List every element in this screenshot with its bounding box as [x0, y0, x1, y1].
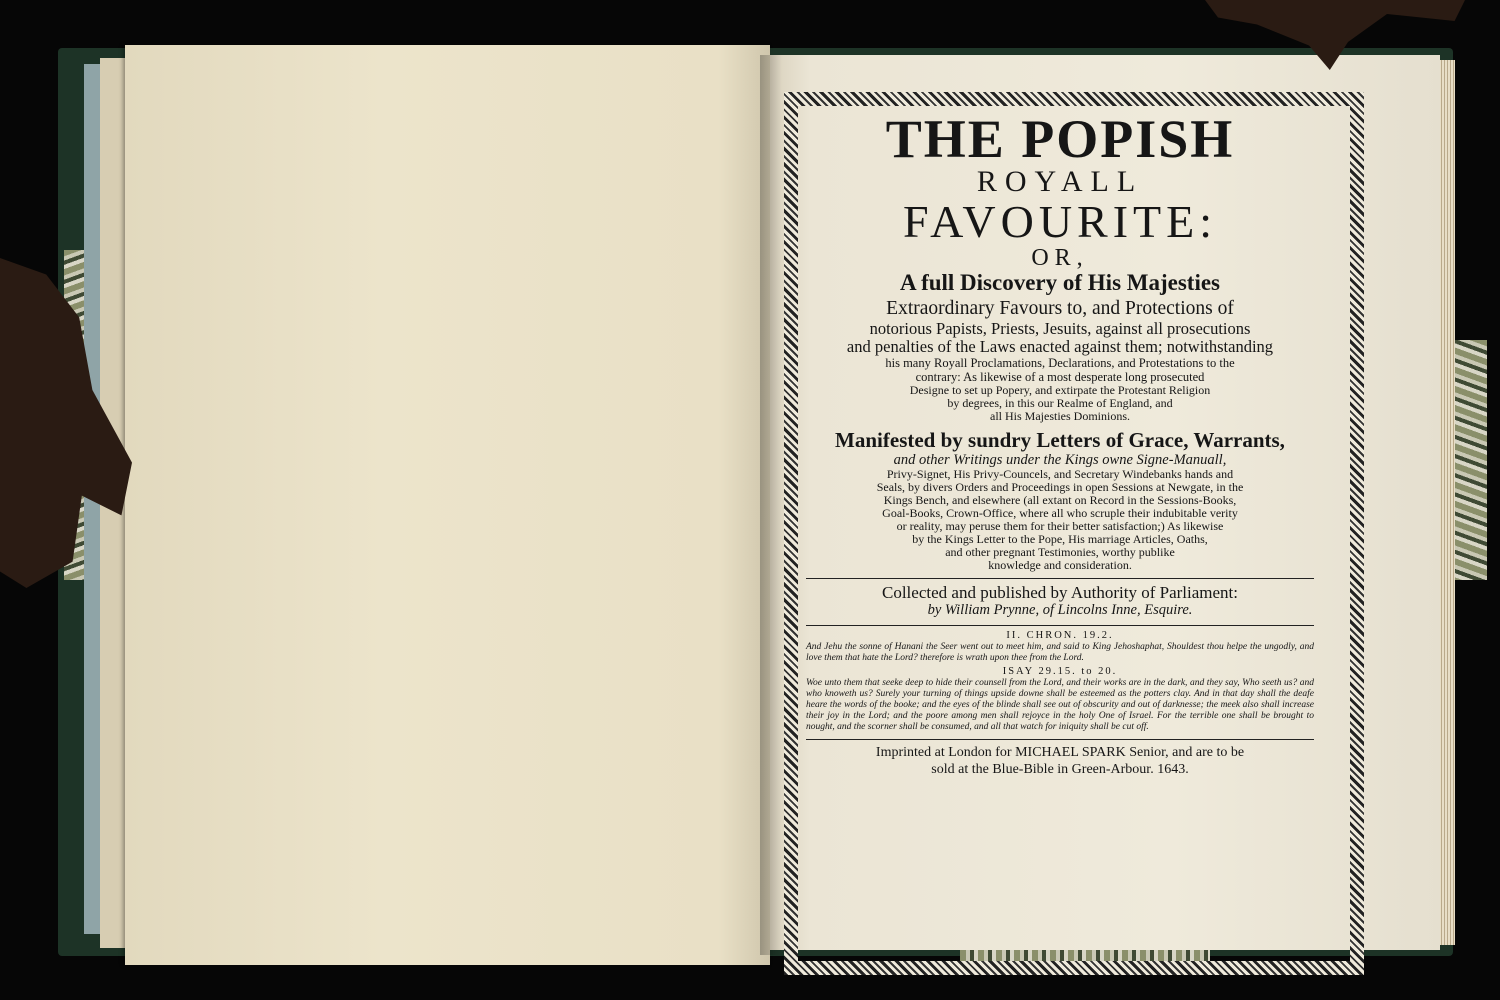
manifested-line: and other Writings under the Kings owne Signe-Manuall,	[893, 452, 1227, 468]
blank-left-page	[125, 45, 770, 965]
description-line: Designe to set up Popery, and extirpate the Protestant Religion	[909, 383, 1211, 397]
description-line: contrary: As likewise of a most desperate long prosecuted	[915, 370, 1205, 384]
marbled-endpaper-right	[1455, 340, 1487, 580]
title-line-3: FAVOURITE:	[902, 196, 1218, 247]
title-page	[776, 92, 1336, 950]
manifested-line: Privy-Signet, His Privy-Councels, and Secretary Windebanks hands and	[886, 467, 1234, 481]
collected-by: Collected and published by Authority of Parliament:	[882, 583, 1238, 602]
description-line: by degrees, in this our Realme of England, and	[947, 396, 1173, 410]
manifested-line: knowledge and consideration.	[988, 558, 1132, 572]
scripture-quote: Woe unto them that seeke deep to hide their counsell from the Lord, and their works are in the dark, and they say, Who seeth us? and who knoweth us? Surely your turning of things upside downe shall be esteemed as the potters clay. And in that day shall the deafe heare the words of the booke; and the eyes of the blinde shall see out of obscurity and out of darknesse; the meek also shall increase their joy in the Lord; and the poore among men shall rejoyce in the holy One of Israel. For the terrible one shall be brought to nought, and the scorner shall be consumed, and all that watch for iniquity shall be cut off.	[806, 678, 1314, 732]
subtitle: A full Discovery of His Majesties	[899, 270, 1221, 295]
divider-rule	[806, 739, 1314, 740]
title-line-2: ROYALL	[976, 165, 1144, 198]
divider-rule	[806, 625, 1314, 626]
manifested-line: Seals, by divers Orders and Proceedings in open Sessions at Newgate, in the	[876, 480, 1244, 494]
description-line: Extraordinary Favours to, and Protections of	[886, 298, 1234, 319]
scripture-reference: II. CHRON. 19.2.	[1006, 630, 1114, 641]
title-line-1: THE POPISH	[885, 109, 1235, 169]
manifested-line: Kings Bench, and elsewhere (all extant on Record in the Sessions-Books,	[883, 493, 1237, 507]
divider-rule	[806, 578, 1314, 579]
imprint-line: Imprinted at London for MICHAEL SPARK Senior, and are to be	[875, 745, 1245, 760]
manifested-line: and other pregnant Testimonies, worthy publike	[945, 545, 1175, 559]
manifested-line: by the Kings Letter to the Pope, His marriage Articles, Oaths,	[912, 532, 1208, 546]
title-page-text	[806, 110, 1314, 778]
manifested-line: Goal-Books, Crown-Office, where all who scruple their indubitable verity	[882, 506, 1238, 520]
imprint-line: sold at the Blue-Bible in Green-Arbour. 1643.	[931, 762, 1189, 777]
description-line: all His Majesties Dominions.	[990, 409, 1130, 423]
manifested-line: or reality, may peruse them for their better satisfaction;) As likewise	[896, 519, 1224, 533]
title-line-4: OR,	[1031, 245, 1089, 271]
author-line: by William Prynne, of Lincolns Inne, Esquire.	[927, 602, 1193, 618]
scripture-quote: And Jehu the sonne of Hanani the Seer went out to meet him, and said to King Jehoshaphat, Shouldest thou helpe the ungodly, and love them that hate the Lord? therefore is wrath upon thee from the Lord.	[806, 642, 1314, 663]
description-line: notorious Papists, Priests, Jesuits, against all prosecutions	[869, 319, 1251, 338]
description-line: his many Royall Proclamations, Declarations, and Protestations to the	[885, 356, 1235, 370]
manifested-line: Manifested by sundry Letters of Grace, Warrants,	[835, 428, 1285, 452]
description-line: and penalties of the Laws enacted against them; notwithstanding	[846, 337, 1274, 356]
scripture-reference: ISAY 29.15. to 20.	[1002, 666, 1118, 677]
